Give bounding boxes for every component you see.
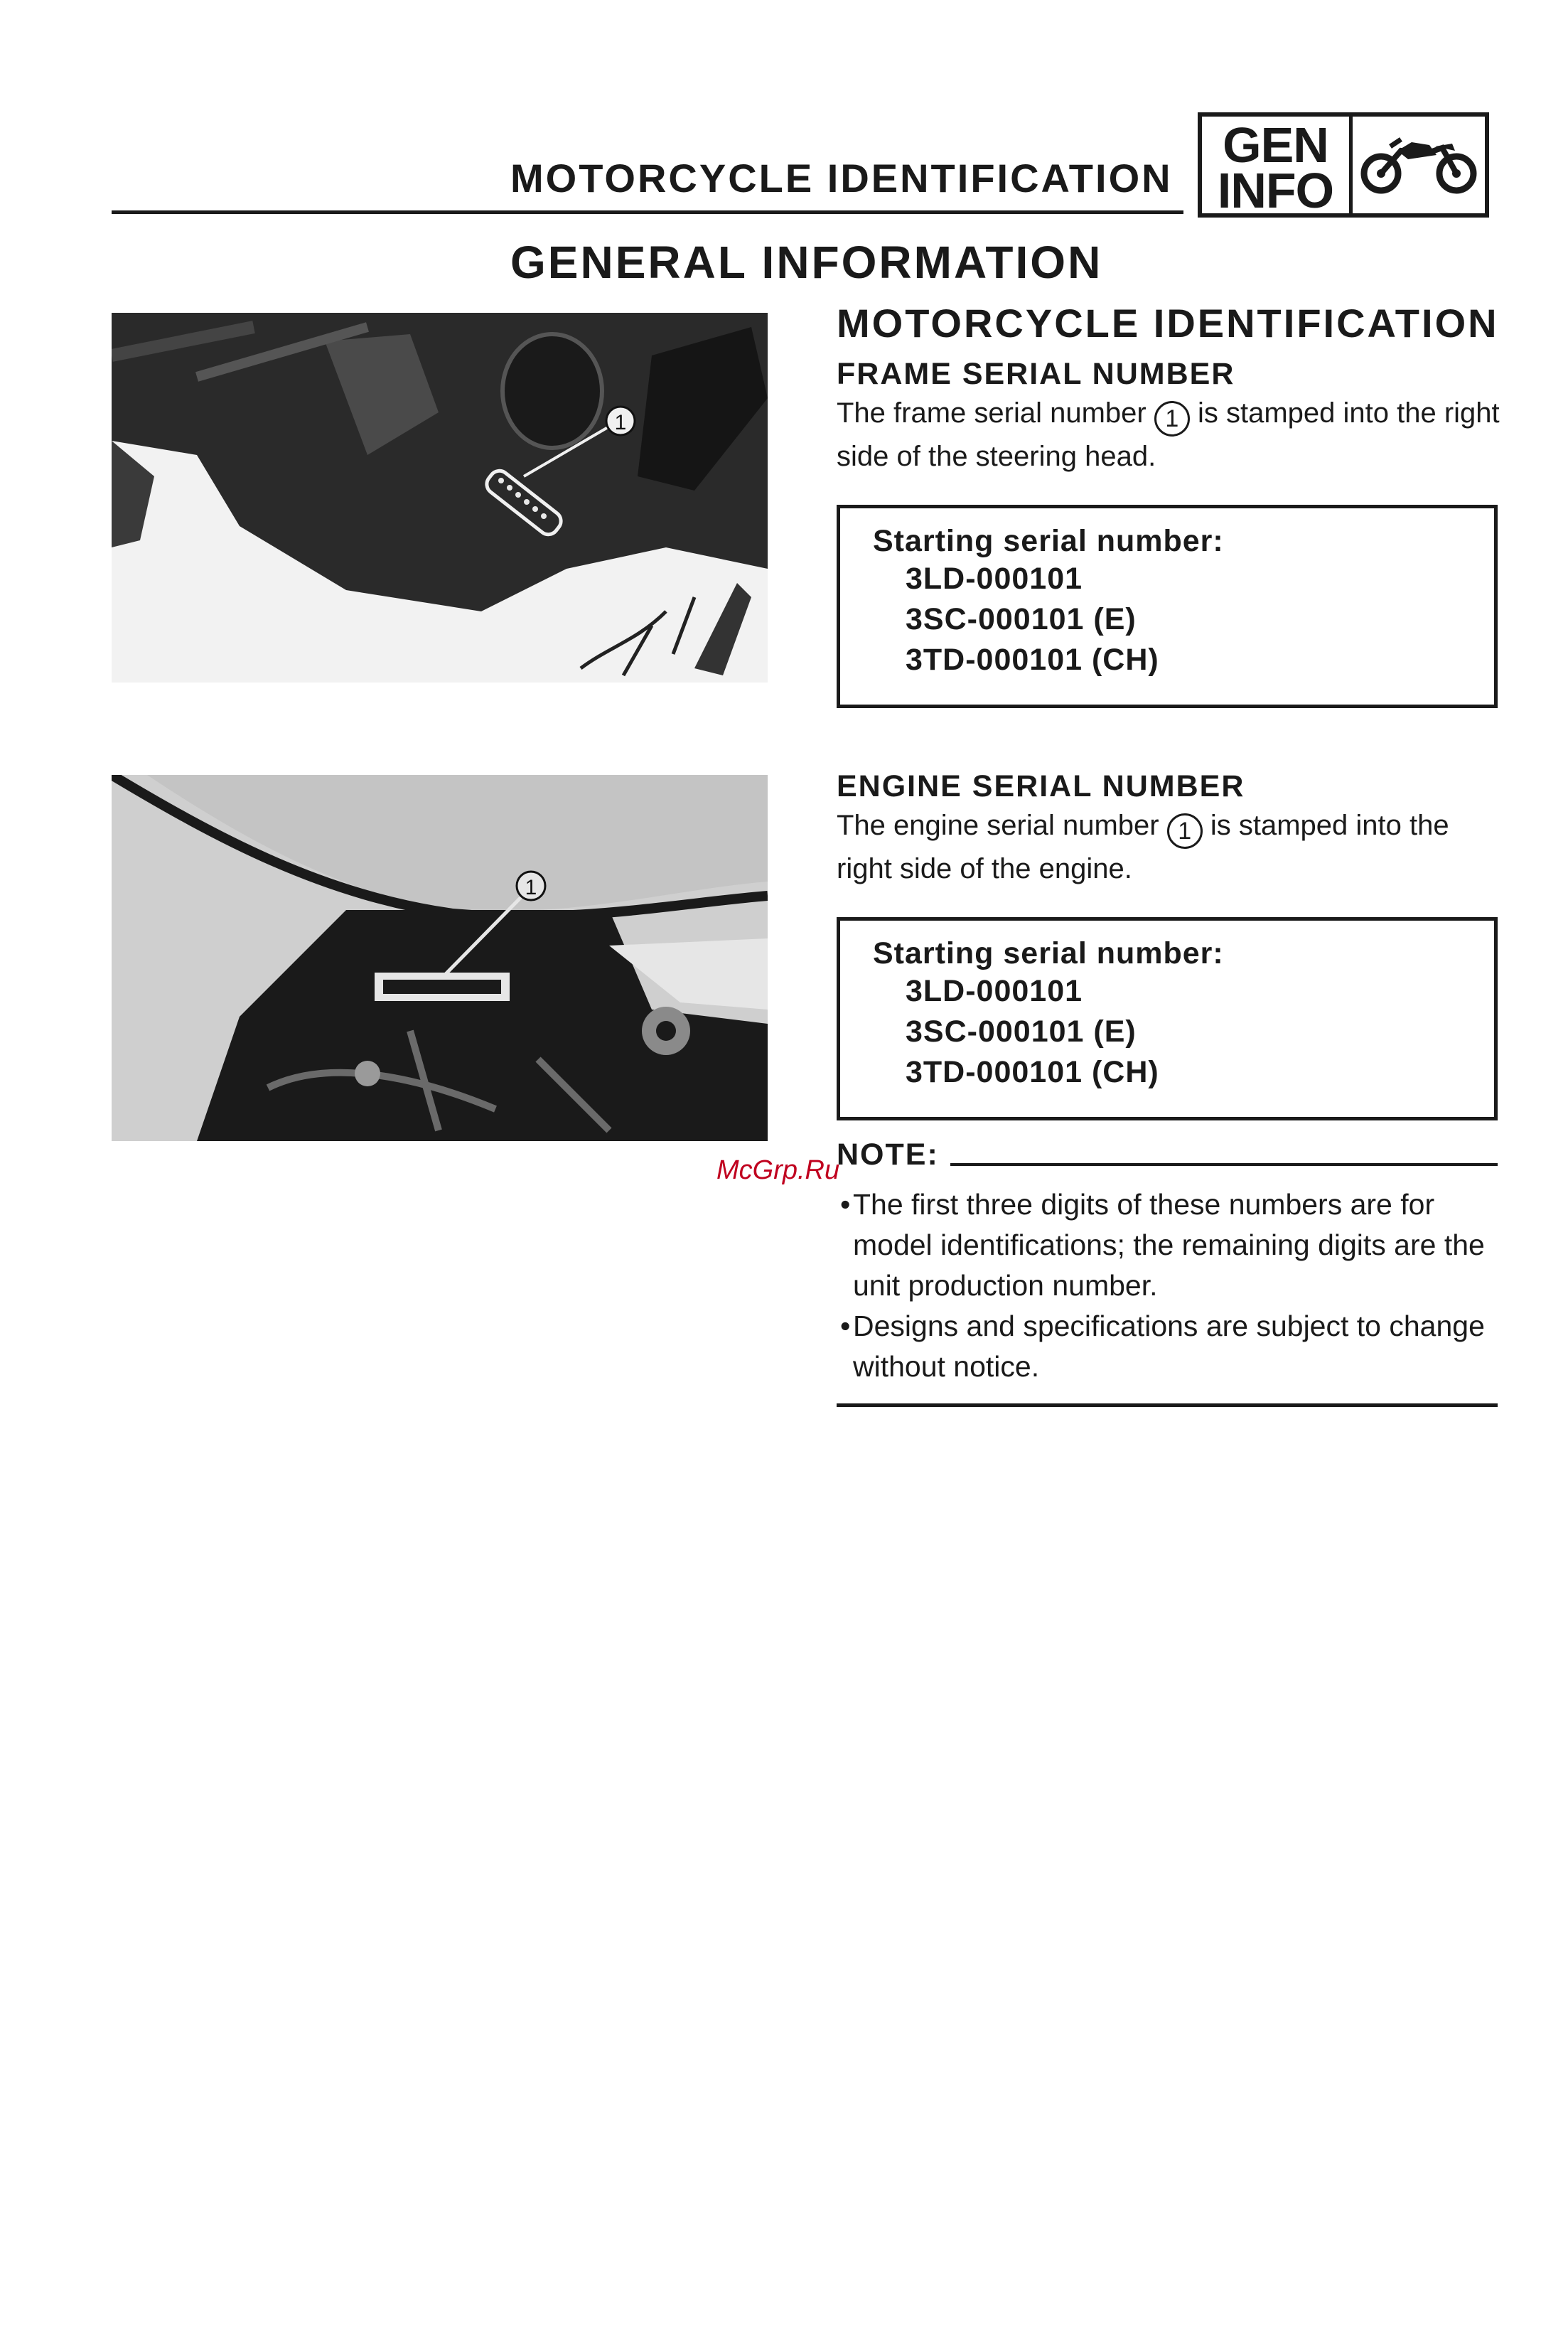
- chapter-title: GENERAL INFORMATION: [510, 237, 1103, 288]
- engine-serial-description: [837, 806, 1505, 889]
- frame-serial-item: 3TD-000101 (CH): [906, 643, 1159, 677]
- watermark-link[interactable]: McGrp.Ru: [716, 1155, 840, 1185]
- bullet-dot: •: [840, 1310, 851, 1342]
- engine-serial-box: [837, 917, 1498, 1120]
- note-bullet-text: The first three digits of these numbers are for model identifications; the remaining digits are the unit production number.: [853, 1188, 1485, 1302]
- frame-serial-description: [837, 393, 1505, 477]
- engine-photo-callout: 1: [525, 876, 537, 899]
- bullet-dot: •: [840, 1188, 851, 1221]
- engine-serial-item: 3LD-000101: [906, 974, 1083, 1008]
- frame-photo-callout: 1: [614, 411, 627, 434]
- badge-line-1: GEN: [1223, 117, 1328, 173]
- engine-callout-marker: 1: [1167, 813, 1203, 849]
- engine-box-heading: Starting serial number:: [873, 936, 1224, 970]
- section-badge: [1198, 112, 1489, 218]
- note-label: NOTE:: [837, 1138, 939, 1172]
- note-bullet: [840, 1184, 1521, 1306]
- note-rule: [950, 1163, 1498, 1166]
- engine-text-after: is stamped into the right side of the engine.: [837, 810, 1449, 884]
- motorcycle-icon: [1353, 117, 1485, 213]
- frame-text-after: is stamped into the right side of the steering head.: [837, 397, 1500, 472]
- frame-callout-marker: 1: [1154, 401, 1190, 437]
- frame-serial-heading: FRAME SERIAL NUMBER: [837, 357, 1235, 391]
- engine-text-before: The engine serial number: [837, 810, 1159, 841]
- page-header-title: MOTORCYCLE IDENTIFICATION: [510, 156, 1173, 200]
- engine-serial-photo: [112, 775, 768, 1141]
- frame-serial-photo: [112, 313, 768, 683]
- frame-text-before: The frame serial number: [837, 397, 1147, 429]
- frame-serial-item: 3LD-000101: [906, 562, 1083, 596]
- engine-serial-heading: ENGINE SERIAL NUMBER: [837, 769, 1245, 803]
- header-rule: [112, 210, 1183, 214]
- engine-serial-item: 3SC-000101 (E): [906, 1015, 1137, 1049]
- engine-serial-item: 3TD-000101 (CH): [906, 1055, 1159, 1089]
- note-bullet-text: Designs and specifications are subject to change without notice.: [853, 1310, 1485, 1383]
- note-bullet: [840, 1306, 1521, 1387]
- badge-line-2: INFO: [1217, 163, 1334, 218]
- frame-box-heading: Starting serial number:: [873, 524, 1224, 558]
- note-end-rule: [837, 1403, 1498, 1407]
- badge-label: [1202, 117, 1353, 218]
- frame-serial-item: 3SC-000101 (E): [906, 602, 1137, 636]
- section-title: MOTORCYCLE IDENTIFICATION: [837, 301, 1499, 346]
- frame-serial-box: [837, 505, 1498, 708]
